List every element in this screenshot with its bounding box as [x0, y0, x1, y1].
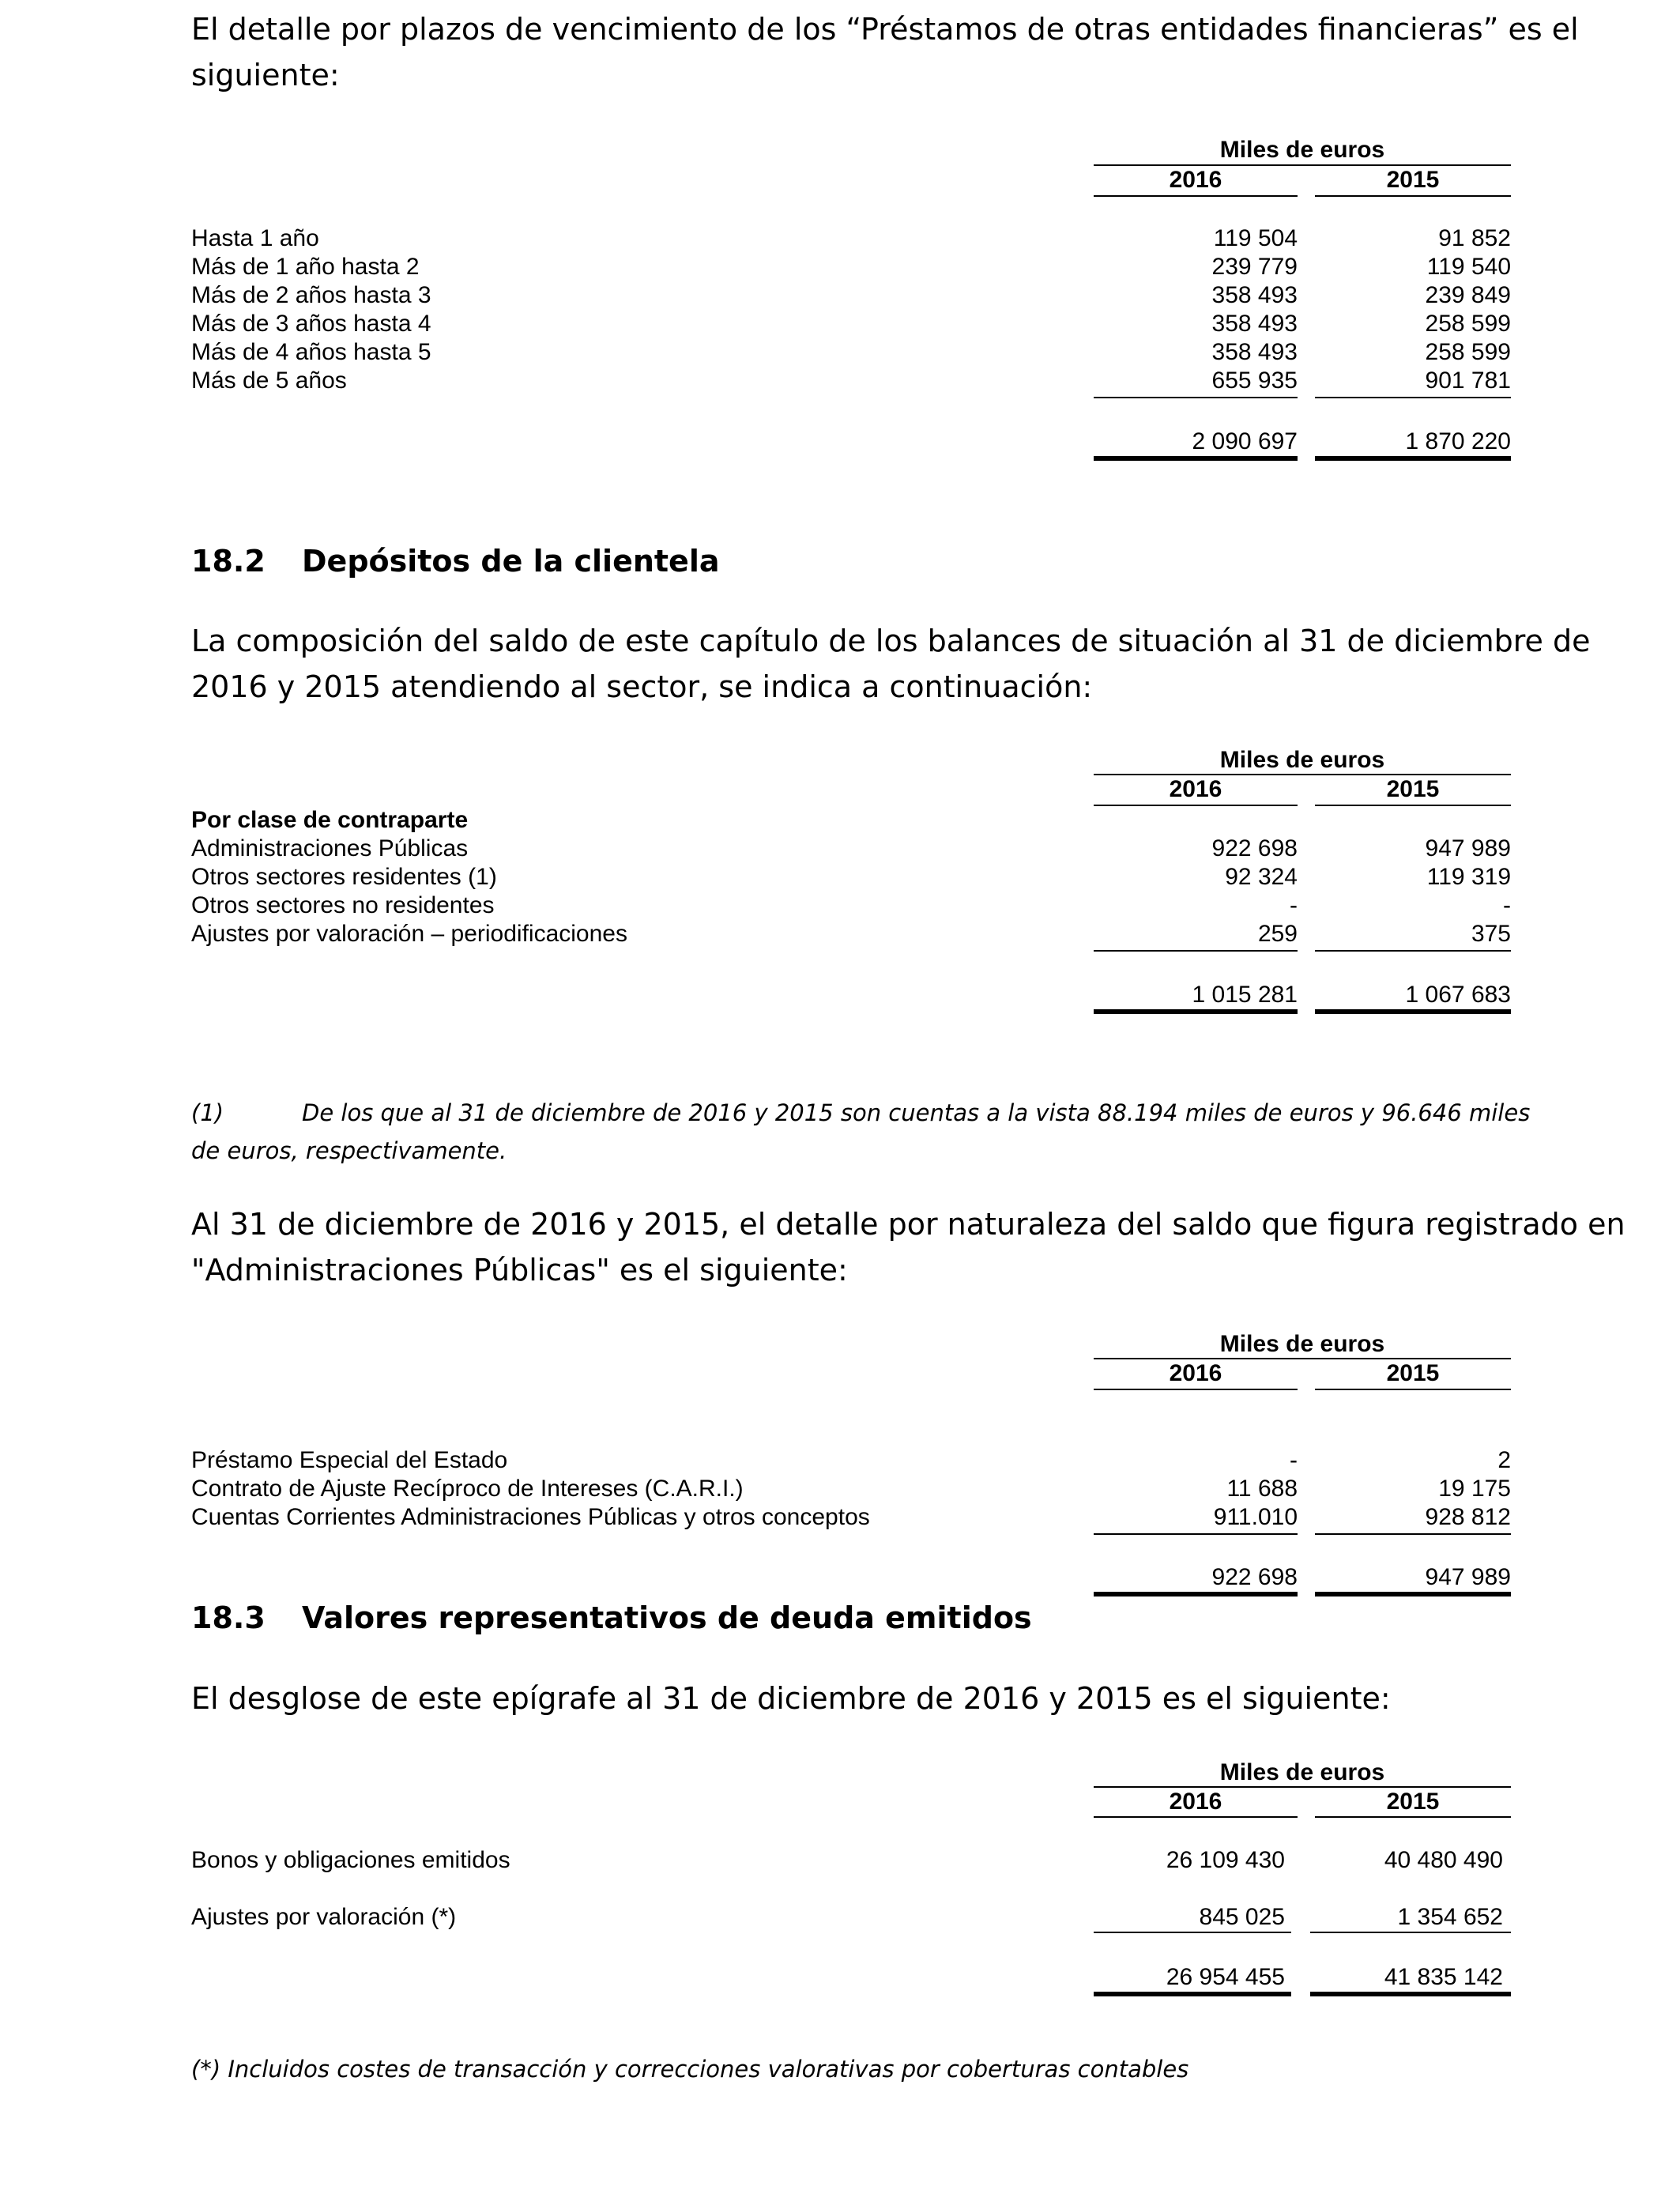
admin-paragraph — [191, 1201, 1625, 1293]
table-row-label: Hasta 1 año — [191, 225, 319, 251]
table-header-units: Miles de euros — [1219, 747, 1385, 773]
total-2016: 2 090 697 — [1192, 428, 1298, 454]
table-cell-2016: 655 935 — [1211, 368, 1298, 394]
paragraph-line-2: 2016 y 2015 atendiendo al sector, se indica a continuación: — [191, 669, 1093, 704]
table-cell-2016: 92 324 — [1225, 864, 1298, 890]
footnote-1-text: De los que al 31 de diciembre de 2016 y 2015 son cuentas a la vista 88.194 miles de euros y 96.646 miles — [302, 1099, 1531, 1126]
total-2015: 1 067 683 — [1405, 982, 1511, 1008]
intro-line-2: siguiente: — [191, 58, 340, 92]
footnote-1 — [191, 1094, 1531, 1170]
paragraph-line-1: Al 31 de diciembre de 2016 y 2015, el detalle por naturaleza del saldo que figura registrado en — [191, 1207, 1625, 1242]
year-2016-header: 2016 — [1169, 167, 1222, 193]
table-cell-2016: 119 504 — [1213, 225, 1298, 251]
year-2015-header: 2015 — [1386, 167, 1440, 193]
table-cell-2016: 358 493 — [1211, 339, 1298, 365]
table-cell-2015: 928 812 — [1425, 1504, 1511, 1530]
total-rule — [1094, 456, 1298, 461]
year-2015-header: 2015 — [1386, 1360, 1440, 1386]
year-rule — [1094, 195, 1298, 197]
table-row-label: Más de 5 años — [191, 368, 347, 394]
year-rule — [1094, 805, 1298, 806]
table-row-label: Más de 2 años hasta 3 — [191, 282, 431, 308]
table-cell-2015: 947 989 — [1425, 835, 1511, 861]
section-title: Depósitos de la clientela — [302, 544, 720, 579]
table-row-label: Más de 3 años hasta 4 — [191, 311, 431, 337]
subtotal-rule — [1094, 397, 1298, 398]
footnote-1-line-1 — [191, 1094, 1531, 1132]
year-2015-header: 2015 — [1386, 1789, 1440, 1815]
table-header-units: Miles de euros — [1219, 1759, 1385, 1785]
year-rule — [1315, 1389, 1511, 1390]
table-cell-2016: 358 493 — [1211, 282, 1298, 308]
table-cell-2015: 901 781 — [1425, 368, 1511, 394]
table-cell-2015: 239 849 — [1425, 282, 1511, 308]
intro-paragraph — [191, 6, 1579, 98]
table-row-label: Cuentas Corrientes Administraciones Públicas y otros conceptos — [191, 1504, 870, 1530]
table-row-label: Contrato de Ajuste Recíproco de Intereses (C.A.R.I.) — [191, 1476, 744, 1502]
year-rule — [1315, 805, 1511, 806]
subtotal-rule — [1315, 1533, 1511, 1535]
paragraph-line-1: La composición del saldo de este capítulo de los balances de situación al 31 de diciembre de — [191, 624, 1591, 658]
table-row-label: Bonos y obligaciones emitidos — [191, 1847, 510, 1873]
total-2015: 41 835 142 — [1384, 1964, 1503, 1990]
table-header-units: Miles de euros — [1219, 1331, 1385, 1357]
section-number: 18.3 — [191, 1600, 266, 1635]
table-cell-2015: 19 175 — [1438, 1476, 1511, 1502]
paragraph-line-1: El desglose de este epígrafe al 31 de diciembre de 2016 y 2015 es el siguiente: — [191, 1681, 1391, 1716]
total-2015: 1 870 220 — [1405, 428, 1511, 454]
table-cell-2015: 258 599 — [1425, 339, 1511, 365]
total-rule — [1310, 1992, 1511, 1996]
year-rule — [1315, 1816, 1511, 1818]
total-2016: 1 015 281 — [1192, 982, 1298, 1008]
footnote-asterisk: (*) Incluidos costes de transacción y correcciones valorativas por coberturas contables — [191, 2056, 1189, 2083]
section-heading-18-3 — [191, 1600, 1032, 1635]
section-title: Valores representativos de deuda emitidos — [302, 1600, 1032, 1635]
table-row-label: Ajustes por valoración (*) — [191, 1904, 457, 1930]
total-2016: 922 698 — [1211, 1564, 1298, 1590]
table-row-label: Ajustes por valoración – periodificaciones — [191, 921, 627, 947]
total-rule — [1315, 456, 1511, 461]
table-cell-2015: 375 — [1471, 921, 1511, 947]
subtotal-rule — [1094, 1533, 1298, 1535]
year-rule — [1315, 195, 1511, 197]
subtotal-rule — [1315, 950, 1511, 952]
footnote-marker: (1) — [191, 1099, 224, 1126]
table-cell-2015: 40 480 490 — [1384, 1847, 1503, 1873]
group-label: Por clase de contraparte — [191, 807, 469, 833]
table-cell-2015: 2 — [1497, 1447, 1511, 1473]
total-rule — [1094, 1992, 1291, 1996]
table-row-label: Más de 1 año hasta 2 — [191, 254, 420, 280]
year-2016-header: 2016 — [1169, 1789, 1222, 1815]
total-rule — [1315, 1592, 1511, 1596]
subtotal-rule — [1310, 1932, 1511, 1933]
year-2016-header: 2016 — [1169, 1360, 1222, 1386]
subtotal-rule — [1315, 397, 1511, 398]
footnote-1-line-2: de euros, respectivamente. — [191, 1137, 507, 1164]
table-cell-2015: - — [1503, 892, 1511, 918]
total-2016: 26 954 455 — [1166, 1964, 1285, 1990]
table-cell-2016: 845 025 — [1199, 1904, 1285, 1930]
intro-line-1: El detalle por plazos de vencimiento de los “Préstamos de otras entidades financieras” es el — [191, 12, 1579, 47]
table-cell-2016: 911.010 — [1213, 1504, 1298, 1530]
table-cell-2016: 239 779 — [1211, 254, 1298, 280]
section-heading-18-2 — [191, 544, 720, 579]
table-cell-2015: 258 599 — [1425, 311, 1511, 337]
total-rule — [1094, 1592, 1298, 1596]
subtotal-rule — [1094, 950, 1298, 952]
subtotal-rule — [1094, 1932, 1291, 1933]
year-2015-header: 2015 — [1386, 776, 1440, 802]
total-2015: 947 989 — [1425, 1564, 1511, 1590]
table-cell-2016: 259 — [1257, 921, 1298, 947]
year-rule — [1094, 1816, 1298, 1818]
table-cell-2016: - — [1290, 892, 1298, 918]
table-cell-2016: 922 698 — [1211, 835, 1298, 861]
total-rule — [1094, 1009, 1298, 1014]
table-cell-2016: 26 109 430 — [1166, 1847, 1285, 1873]
section-18-2-paragraph — [191, 618, 1591, 710]
table-cell-2016: - — [1290, 1447, 1298, 1473]
table-row-label: Más de 4 años hasta 5 — [191, 339, 431, 365]
section-18-3-paragraph — [191, 1676, 1511, 1721]
table-cell-2015: 119 540 — [1426, 254, 1511, 280]
table-row-label: Préstamo Especial del Estado — [191, 1447, 508, 1473]
table-cell-2016: 358 493 — [1211, 311, 1298, 337]
section-number: 18.2 — [191, 544, 266, 579]
year-rule — [1094, 1389, 1298, 1390]
paragraph-line-2: "Administraciones Públicas" es el siguiente: — [191, 1253, 848, 1287]
table-cell-2016: 11 688 — [1226, 1476, 1298, 1502]
table-header-units: Miles de euros — [1219, 137, 1385, 163]
table-row-label: Otros sectores no residentes — [191, 892, 495, 918]
total-rule — [1315, 1009, 1511, 1014]
table-cell-2015: 91 852 — [1438, 225, 1511, 251]
table-row-label: Otros sectores residentes (1) — [191, 864, 497, 890]
table-cell-2015: 1 354 652 — [1397, 1904, 1503, 1930]
table-row-label: Administraciones Públicas — [191, 835, 469, 861]
year-2016-header: 2016 — [1169, 776, 1222, 802]
table-cell-2015: 119 319 — [1426, 864, 1511, 890]
